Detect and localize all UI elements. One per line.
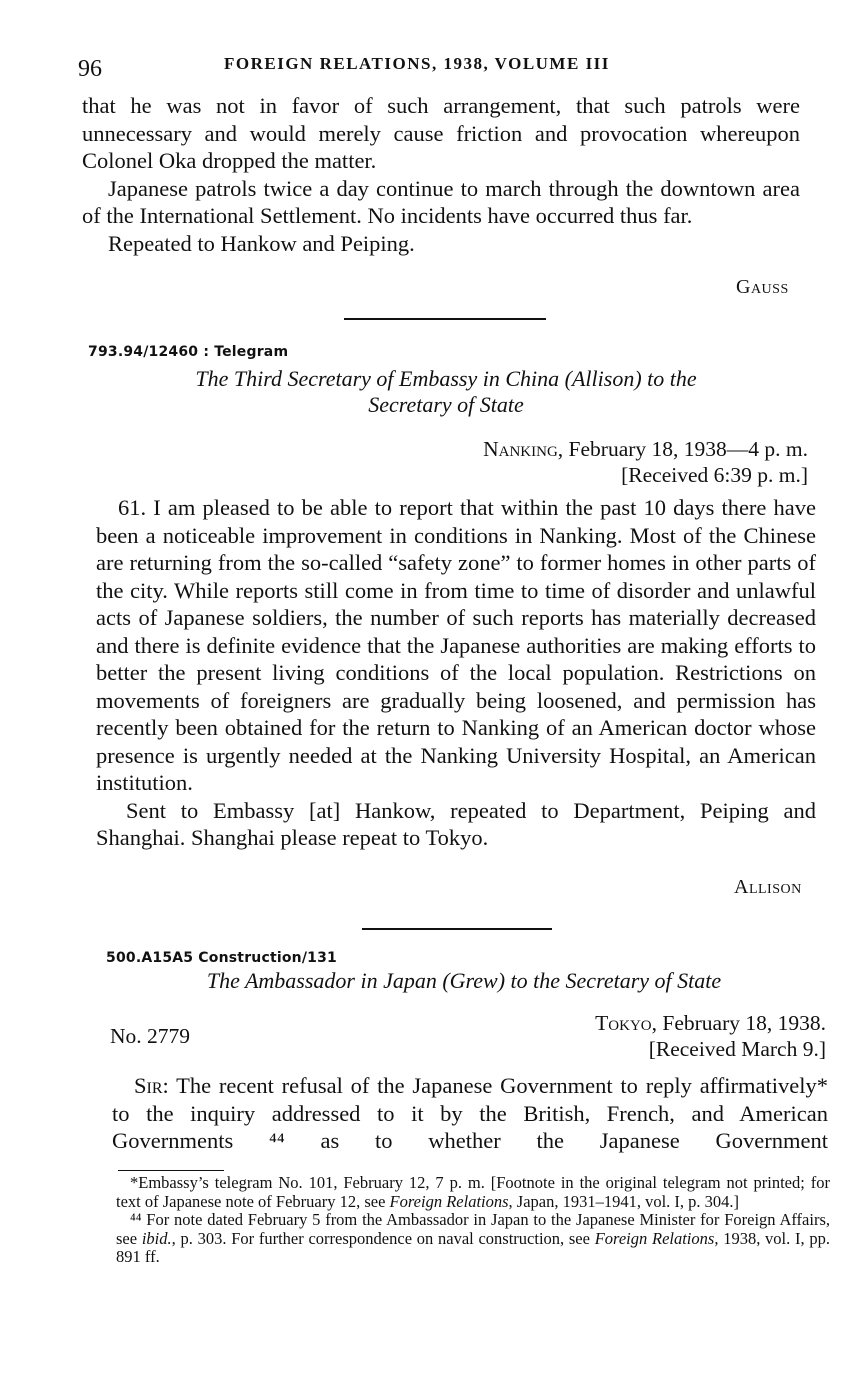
doc3-file-reference: 500.A15A5 Construction/131 xyxy=(106,950,337,966)
doc2-date: , February 18, 1938—4 p. m. xyxy=(557,437,808,461)
footnote-rule xyxy=(118,1170,224,1171)
doc3-dateline xyxy=(420,1010,826,1062)
doc2-paragraph: 61. I am pleased to be able to report that within the past 10 days there have been a noticeable improvement in conditions in Nanking. Most of the Chinese are returning from the so-called “safety zone” to former homes in other parts of the city. While reports still come in from time to time of disorder and unlawful acts of Japanese soldiers, the number of such reports has materially decreased and there is definite evidence that the Japanese authorities are making efforts to better the present living conditions of the local population. Restrictions on movements of foreigners are gradually being loosened, and permission has recently been obtained for the return to Nanking of an American doctor whose presence is urgently needed at the Nanking University Hospital, an American institution. xyxy=(96,495,816,795)
doc2-paragraph: Sent to Embassy [at] Hankow, repeated to Department, Peiping and Shanghai. Shanghai please repeat to Tokyo. xyxy=(96,797,816,850)
section-divider xyxy=(362,928,552,930)
footnote-italic: ibid. xyxy=(141,1228,172,1248)
doc2-dateline xyxy=(340,436,808,488)
doc1-paragraph: Repeated to Hankow and Peiping. xyxy=(108,230,415,256)
doc2-title-line: Secretary of State xyxy=(368,392,524,417)
doc2-received: [Received 6:39 p. m.] xyxy=(621,463,808,487)
footnote xyxy=(116,1174,830,1211)
doc1-paragraph: that he was not in favor of such arrangement, that such patrols were unnecessary and would merely cause friction and provocation whereupon Colonel Oka dropped the matter. xyxy=(82,93,800,173)
footnote-text: , 1938, vol. I, pp. 891 ff. xyxy=(116,1228,830,1266)
page-header xyxy=(78,50,798,84)
doc2-body xyxy=(96,494,816,852)
footnote-text: ⁴⁴ For note dated February 5 from the Ambassador in Japan to the Japanese Minister for Foreign Affairs, see xyxy=(116,1210,830,1248)
doc2-signature: Allison xyxy=(734,876,802,898)
doc3-salutation: Sir xyxy=(134,1073,163,1098)
doc3-body xyxy=(112,1072,828,1155)
doc3-received: [Received March 9.] xyxy=(648,1037,826,1061)
footnote-italic: Foreign Relations xyxy=(594,1228,715,1248)
doc3-title: The Ambassador in Japan (Grew) to the Secretary of State xyxy=(206,968,722,993)
doc3-date: , February 18, 1938. xyxy=(651,1011,826,1035)
doc3-paragraph xyxy=(112,1072,828,1155)
footnote-text: *Embassy’s telegram No. 101, February 12, 7 p. m. [Footnote in the original telegram not printed; for text of Japanese note of February 12, see xyxy=(116,1173,830,1211)
section-divider xyxy=(344,318,546,320)
footnotes xyxy=(116,1174,830,1267)
doc2-file-reference: 793.94/12460 : Telegram xyxy=(88,344,289,360)
doc1-signature: Gauss xyxy=(736,276,789,298)
doc1-paragraph: Japanese patrols twice a day continue to march through the downtown area of the International Settlement. No incidents have occurred thus far. xyxy=(82,175,800,228)
footnote-text: , Japan, 1931–1941, vol. I, p. 304.] xyxy=(508,1191,740,1211)
footnote xyxy=(116,1211,830,1267)
footnote-italic: Foreign Relations xyxy=(389,1191,509,1211)
doc1-body xyxy=(82,92,800,257)
running-title: FOREIGN RELATIONS, 1938, VOLUME III xyxy=(224,54,610,73)
doc3-number: No. 2779 xyxy=(110,1024,191,1048)
page-number: 96 xyxy=(78,56,102,82)
doc3-paragraph-text: : The recent refusal of the Japanese Government to reply affirmatively* to the inquiry addressed to it by the British, French, and American Governments ⁴⁴ as to whether the Japanese Government xyxy=(112,1073,828,1153)
doc2-place: Nanking xyxy=(483,437,558,461)
doc2-title-line: The Third Secretary of Embassy in China (Allison) to the xyxy=(195,366,697,391)
doc2-title xyxy=(90,366,802,418)
footnote-text: , p. 303. For further correspondence on naval construction, see xyxy=(171,1228,595,1248)
doc3-place: Tokyo xyxy=(595,1011,652,1035)
